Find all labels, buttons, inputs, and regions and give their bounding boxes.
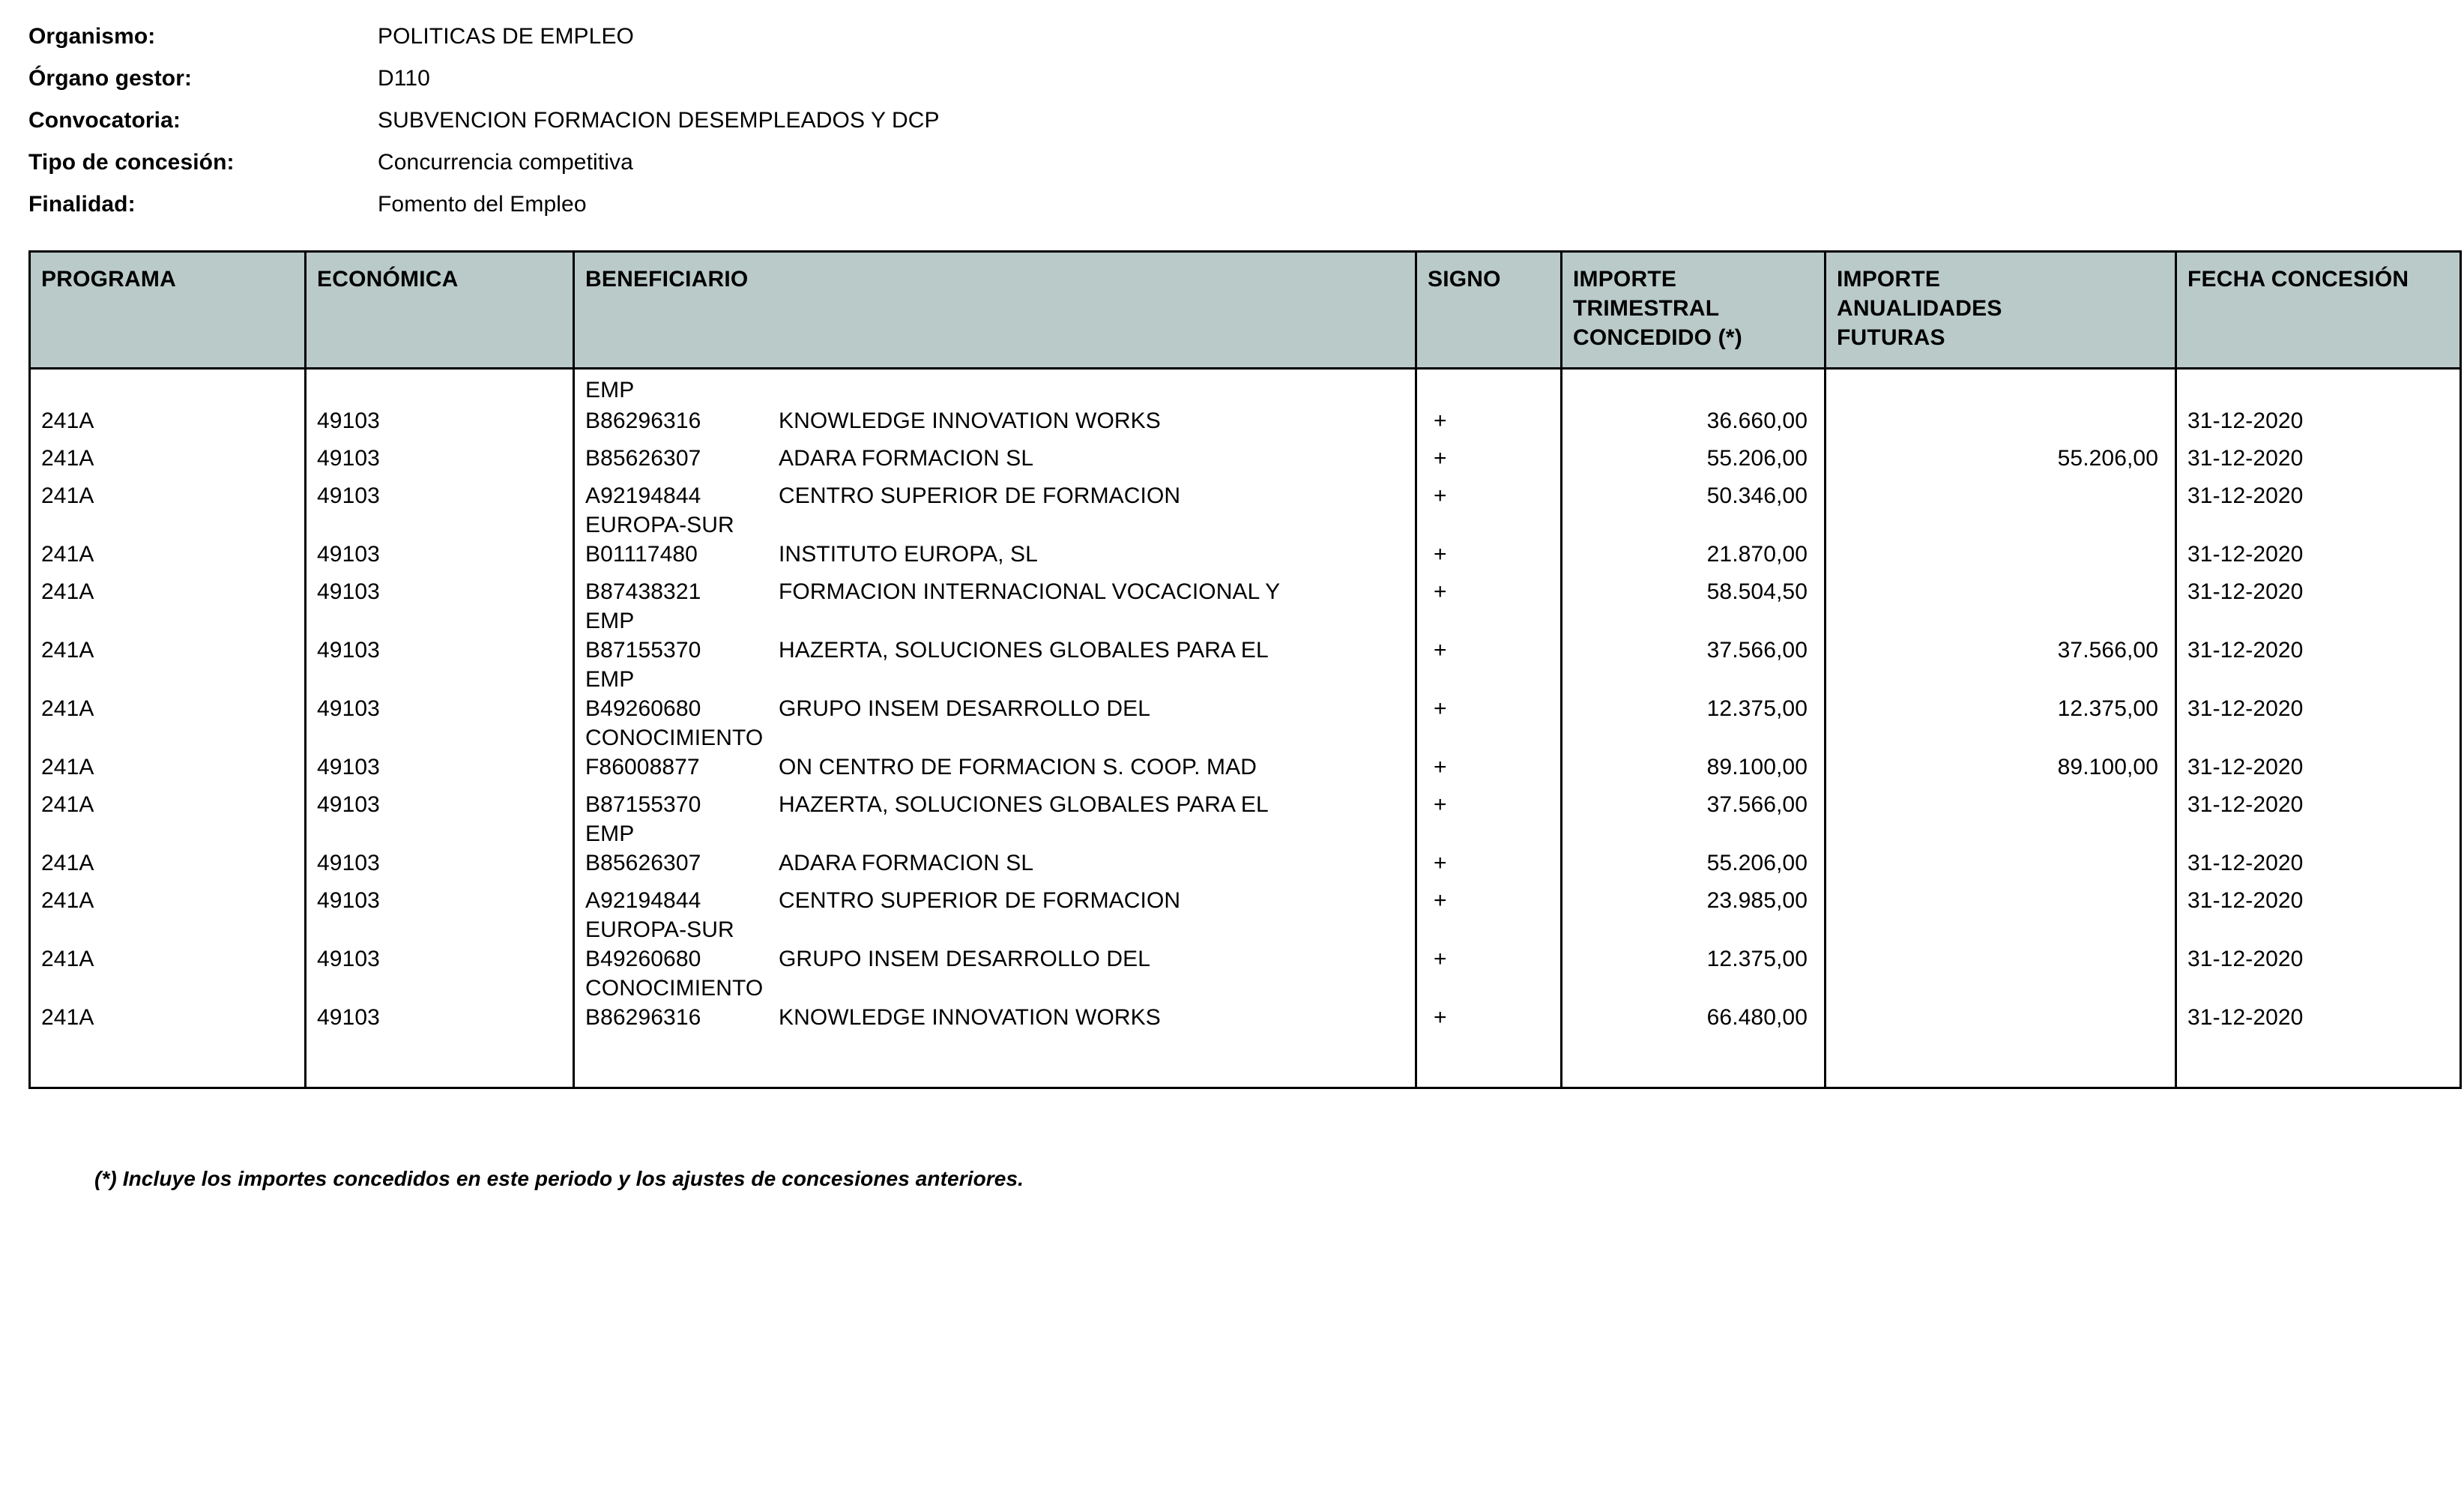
beneficiario-name-cont: EMP	[585, 608, 635, 633]
cell-fecha	[2176, 369, 2461, 406]
col-header-importe-anualidades-line3: FUTURAS	[1837, 325, 1945, 350]
beneficiario-id: F86008877	[585, 754, 700, 779]
meta-row-tipo-concesion	[28, 150, 2434, 192]
cell-fecha: 31-12-2020	[2187, 579, 2304, 604]
beneficiario-name: ADARA FORMACION SL	[779, 445, 1034, 471]
cell-beneficiario	[574, 636, 1416, 694]
table-row	[30, 848, 2461, 886]
cell-beneficiario	[574, 694, 1416, 752]
cell-beneficiario	[574, 886, 1416, 944]
concessions-table	[28, 250, 2462, 1089]
cell-fecha: 31-12-2020	[2187, 946, 2304, 971]
cell-fecha: 31-12-2020	[2187, 637, 2304, 663]
concessions-table-wrapper	[28, 250, 2460, 1089]
cell-programa: 241A	[30, 540, 306, 577]
cell-importe-trimestral: 37.566,00	[1562, 636, 1826, 694]
cell-economica: 49103	[306, 848, 574, 886]
meta-value-tipo-concesion: Concurrencia competitiva	[378, 150, 633, 175]
table-row	[30, 636, 2461, 694]
cell-importe-trimestral: 55.206,00	[1562, 444, 1826, 481]
table-row	[30, 752, 2461, 790]
meta-row-organo-gestor	[28, 66, 2434, 108]
cell-programa: 241A	[30, 636, 306, 694]
beneficiario-name: HAZERTA, SOLUCIONES GLOBALES PARA EL	[779, 791, 1269, 817]
cell-importe-anualidades: 37.566,00	[1826, 636, 2176, 694]
cell-fecha: 31-12-2020	[2187, 887, 2304, 913]
meta-label-finalidad: Finalidad:	[28, 192, 136, 217]
beneficiario-id: B49260680	[585, 696, 701, 721]
beneficiario-id: A92194844	[585, 483, 701, 508]
cell-importe-anualidades	[1826, 406, 2176, 444]
cell-beneficiario	[574, 944, 1416, 1003]
col-header-importe-trimestral	[1562, 252, 1826, 369]
cell-economica: 49103	[306, 444, 574, 481]
col-header-importe-anualidades	[1826, 252, 2176, 369]
beneficiario-id: A92194844	[585, 887, 701, 913]
cell-fecha: 31-12-2020	[2187, 408, 2304, 433]
cell-signo: +	[1416, 481, 1562, 540]
cell-importe-anualidades	[1826, 1040, 2176, 1088]
beneficiario-id: B85626307	[585, 445, 701, 471]
cell-economica: 49103	[306, 406, 574, 444]
beneficiario-id: B85626307	[585, 850, 701, 875]
cell-importe-trimestral: 66.480,00	[1562, 1003, 1826, 1040]
col-header-economica-label: ECONÓMICA	[317, 267, 459, 292]
cell-importe-trimestral: 50.346,00	[1562, 481, 1826, 540]
cell-importe-trimestral: 12.375,00	[1562, 944, 1826, 1003]
cell-economica	[306, 1040, 574, 1088]
cell-programa: 241A	[30, 1003, 306, 1040]
table-row	[30, 790, 2461, 848]
cell-economica: 49103	[306, 1003, 574, 1040]
table-row	[30, 481, 2461, 540]
meta-value-organo-gestor: D110	[378, 66, 430, 91]
cell-programa: 241A	[30, 790, 306, 848]
cell-fecha: 31-12-2020	[2187, 791, 2304, 817]
cell-programa: 241A	[30, 481, 306, 540]
cell-signo: +	[1416, 694, 1562, 752]
cell-importe-anualidades	[1826, 790, 2176, 848]
cell-economica: 49103	[306, 752, 574, 790]
beneficiario-name: GRUPO INSEM DESARROLLO DEL	[779, 946, 1151, 971]
col-header-fecha-concesion	[2176, 252, 2461, 369]
meta-label-organo-gestor: Órgano gestor:	[28, 66, 193, 91]
footnote: (*) Incluye los importes concedidos en este periodo y los ajustes de concesiones anteriores.	[94, 1166, 1024, 1190]
cell-fecha: 31-12-2020	[2187, 850, 2304, 875]
cell-importe-anualidades	[1826, 481, 2176, 540]
cell-beneficiario	[574, 444, 1416, 481]
table-header	[30, 252, 2461, 369]
cell-programa: 241A	[30, 886, 306, 944]
col-header-programa-label: PROGRAMA	[41, 267, 176, 292]
cell-signo: +	[1416, 944, 1562, 1003]
cell-importe-anualidades: 55.206,00	[1826, 444, 2176, 481]
cell-economica: 49103	[306, 540, 574, 577]
beneficiario-id: B87155370	[585, 637, 701, 663]
col-header-beneficiario-label: BENEFICIARIO	[585, 267, 749, 292]
table-row	[30, 944, 2461, 1003]
beneficiario-name: CENTRO SUPERIOR DE FORMACION	[779, 887, 1181, 913]
cell-economica: 49103	[306, 694, 574, 752]
cell-importe-trimestral	[1562, 1040, 1826, 1088]
table-row-carryover	[30, 369, 2461, 406]
cell-signo	[1416, 1040, 1562, 1088]
cell-signo: +	[1416, 577, 1562, 636]
beneficiario-name-cont: EUROPA-SUR	[585, 917, 734, 942]
cell-importe-anualidades: 89.100,00	[1826, 752, 2176, 790]
cell-fecha	[2176, 1040, 2461, 1088]
cell-fecha: 31-12-2020	[2187, 445, 2304, 471]
col-header-importe-trimestral-line2: TRIMESTRAL	[1573, 296, 1720, 321]
cell-programa: 241A	[30, 752, 306, 790]
cell-importe-trimestral: 58.504,50	[1562, 577, 1826, 636]
cell-importe-trimestral: 55.206,00	[1562, 848, 1826, 886]
beneficiario-name: FORMACION INTERNACIONAL VOCACIONAL Y	[779, 579, 1281, 604]
cell-fecha: 31-12-2020	[2187, 754, 2304, 779]
cell-fecha: 31-12-2020	[2187, 1004, 2304, 1030]
cell-beneficiario	[574, 1003, 1416, 1040]
col-header-fecha-concesion-label: FECHA CONCESIÓN	[2187, 267, 2409, 292]
cell-beneficiario-carryover: EMP	[574, 369, 1416, 406]
cell-importe-anualidades	[1826, 944, 2176, 1003]
cell-beneficiario	[574, 481, 1416, 540]
cell-programa	[30, 369, 306, 406]
beneficiario-id: B87155370	[585, 791, 701, 817]
cell-signo: +	[1416, 752, 1562, 790]
cell-signo: +	[1416, 406, 1562, 444]
table-row	[30, 540, 2461, 577]
cell-programa	[30, 1040, 306, 1088]
cell-economica: 49103	[306, 577, 574, 636]
table-row	[30, 406, 2461, 444]
beneficiario-id: B49260680	[585, 946, 701, 971]
cell-economica: 49103	[306, 944, 574, 1003]
cell-signo: +	[1416, 790, 1562, 848]
meta-row-organismo	[28, 24, 2434, 66]
beneficiario-name: KNOWLEDGE INNOVATION WORKS	[779, 408, 1161, 433]
col-header-programa	[30, 252, 306, 369]
cell-importe-anualidades	[1826, 848, 2176, 886]
meta-value-organismo: POLITICAS DE EMPLEO	[378, 24, 634, 49]
col-header-signo	[1416, 252, 1562, 369]
cell-programa: 241A	[30, 444, 306, 481]
cell-importe-anualidades	[1826, 1003, 2176, 1040]
table-header-row	[30, 252, 2461, 369]
cell-programa: 241A	[30, 406, 306, 444]
meta-value-finalidad: Fomento del Empleo	[378, 192, 587, 217]
cell-programa: 241A	[30, 944, 306, 1003]
meta-row-finalidad	[28, 192, 2434, 234]
cell-economica: 49103	[306, 886, 574, 944]
cell-signo: +	[1416, 886, 1562, 944]
cell-importe-trimestral: 23.985,00	[1562, 886, 1826, 944]
col-header-economica	[306, 252, 574, 369]
col-header-importe-anualidades-line2: ANUALIDADES	[1837, 296, 2002, 321]
cell-signo: +	[1416, 444, 1562, 481]
table-row	[30, 444, 2461, 481]
beneficiario-id: B86296316	[585, 1004, 701, 1030]
cell-economica: 49103	[306, 481, 574, 540]
cell-importe-trimestral	[1562, 369, 1826, 406]
col-header-signo-label: SIGNO	[1428, 267, 1501, 292]
table-row-spacer	[30, 1040, 2461, 1088]
cell-beneficiario	[574, 848, 1416, 886]
cell-signo	[1416, 369, 1562, 406]
cell-fecha: 31-12-2020	[2187, 483, 2304, 508]
cell-economica: 49103	[306, 636, 574, 694]
table-row	[30, 886, 2461, 944]
cell-importe-anualidades	[1826, 540, 2176, 577]
beneficiario-name-cont: EMP	[585, 666, 635, 692]
cell-importe-anualidades: 12.375,00	[1826, 694, 2176, 752]
col-header-importe-trimestral-line3: CONCEDIDO (*)	[1573, 325, 1742, 350]
beneficiario-name: HAZERTA, SOLUCIONES GLOBALES PARA EL	[779, 637, 1269, 663]
meta-row-convocatoria	[28, 108, 2434, 150]
cell-beneficiario	[574, 1040, 1416, 1088]
cell-importe-trimestral: 37.566,00	[1562, 790, 1826, 848]
beneficiario-id: B87438321	[585, 579, 701, 604]
beneficiario-name: INSTITUTO EUROPA, SL	[779, 541, 1038, 567]
col-header-importe-trimestral-line1: IMPORTE	[1573, 267, 1677, 292]
cell-beneficiario	[574, 540, 1416, 577]
beneficiario-name-cont: EMP	[585, 821, 635, 846]
table-row	[30, 577, 2461, 636]
cell-beneficiario	[574, 790, 1416, 848]
cell-beneficiario	[574, 406, 1416, 444]
beneficiario-id: B01117480	[585, 541, 698, 567]
cell-signo: +	[1416, 636, 1562, 694]
meta-label-convocatoria: Convocatoria:	[28, 108, 181, 133]
beneficiario-name: KNOWLEDGE INNOVATION WORKS	[779, 1004, 1161, 1030]
cell-fecha: 31-12-2020	[2187, 696, 2304, 721]
cell-programa: 241A	[30, 577, 306, 636]
meta-value-convocatoria: SUBVENCION FORMACION DESEMPLEADOS Y DCP	[378, 108, 940, 133]
header-meta-block	[28, 24, 2434, 234]
col-header-importe-anualidades-line1: IMPORTE	[1837, 267, 1941, 292]
cell-economica: 49103	[306, 790, 574, 848]
cell-importe-trimestral: 21.870,00	[1562, 540, 1826, 577]
meta-label-tipo-concesion: Tipo de concesión:	[28, 150, 235, 175]
cell-beneficiario	[574, 577, 1416, 636]
beneficiario-name-cont: CONOCIMIENTO	[585, 725, 764, 750]
beneficiario-name-cont: CONOCIMIENTO	[585, 975, 764, 1001]
beneficiario-name: ADARA FORMACION SL	[779, 850, 1034, 875]
table-row	[30, 1003, 2461, 1040]
cell-importe-anualidades	[1826, 886, 2176, 944]
table-body	[30, 369, 2461, 1088]
cell-importe-anualidades	[1826, 369, 2176, 406]
beneficiario-name: ON CENTRO DE FORMACION S. COOP. MAD	[779, 754, 1257, 779]
cell-importe-trimestral: 89.100,00	[1562, 752, 1826, 790]
cell-fecha: 31-12-2020	[2187, 541, 2304, 567]
table-row	[30, 694, 2461, 752]
beneficiario-id: B86296316	[585, 408, 701, 433]
cell-signo: +	[1416, 1003, 1562, 1040]
cell-signo: +	[1416, 848, 1562, 886]
beneficiario-name: CENTRO SUPERIOR DE FORMACION	[779, 483, 1181, 508]
meta-label-organismo: Organismo:	[28, 24, 156, 49]
col-header-beneficiario	[574, 252, 1416, 369]
cell-importe-trimestral: 12.375,00	[1562, 694, 1826, 752]
beneficiario-name-cont: EUROPA-SUR	[585, 512, 734, 537]
cell-programa: 241A	[30, 848, 306, 886]
cell-importe-trimestral: 36.660,00	[1562, 406, 1826, 444]
cell-signo: +	[1416, 540, 1562, 577]
beneficiario-name: GRUPO INSEM DESARROLLO DEL	[779, 696, 1151, 721]
cell-programa: 241A	[30, 694, 306, 752]
cell-economica	[306, 369, 574, 406]
cell-beneficiario	[574, 752, 1416, 790]
cell-importe-anualidades	[1826, 577, 2176, 636]
